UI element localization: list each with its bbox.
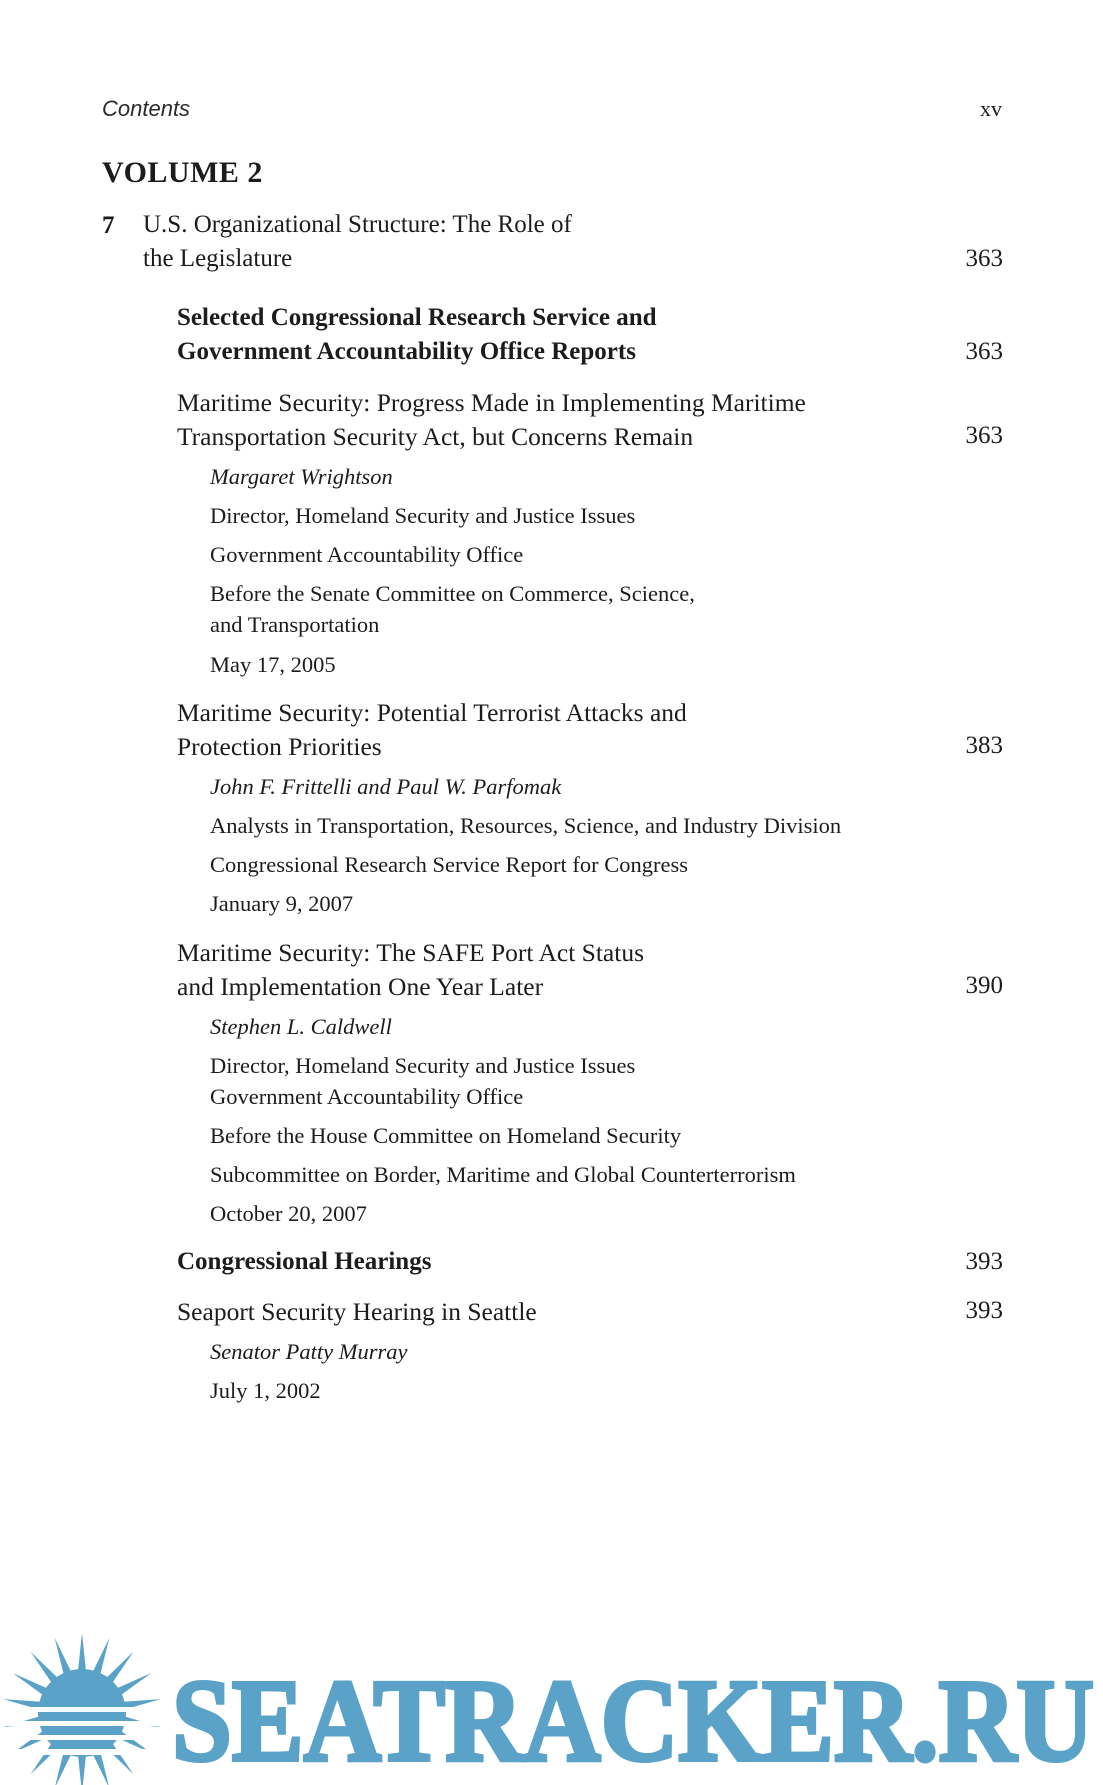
- entry-title-line-1: Maritime Security: Potential Terrorist Attacks and: [177, 698, 687, 727]
- entry-author: John F. Frittelli and Paul W. Parfomak: [210, 774, 562, 799]
- sun-ray: [78, 1633, 86, 1671]
- section-title: Congressional Hearings: [177, 1248, 432, 1275]
- entry-venue-line-2: and Transportation: [210, 612, 380, 637]
- entry-author: Stephen L. Caldwell: [210, 1014, 392, 1039]
- entry-title-line-1: Maritime Security: Progress Made in Implementing Maritime: [177, 388, 806, 417]
- sun-ray: [78, 1755, 86, 1785]
- chapter-title-line-1: U.S. Organizational Structure: The Role of: [143, 211, 572, 238]
- sun-ray: [106, 1742, 134, 1774]
- sun-ray: [55, 1638, 72, 1675]
- entry-affiliation: Director, Homeland Security and Justice Issues: [210, 503, 636, 528]
- entry-page: 383: [965, 732, 1003, 759]
- entry-venue-line-1: Before the Senate Committee on Commerce, Science,: [210, 581, 695, 606]
- entry-title-line-1: Maritime Security: The SAFE Port Act Status: [177, 938, 645, 967]
- entry-title: Seaport Security Hearing in Seattle: [177, 1297, 537, 1326]
- section-title-line-1: Selected Congressional Research Service and: [177, 304, 657, 331]
- entry-date: July 1, 2002: [210, 1378, 321, 1403]
- page-number: xv: [980, 96, 1002, 121]
- section-page: 393: [965, 1248, 1003, 1275]
- watermark-text: SEATRACKER.RU: [172, 1655, 1094, 1785]
- entry-author: Margaret Wrightson: [210, 464, 393, 489]
- entry-affiliation: Director, Homeland Security and Justice Issues: [210, 1053, 636, 1078]
- sun-ray: [106, 1652, 134, 1684]
- entry-date: May 17, 2005: [210, 652, 336, 677]
- entry-page: 363: [965, 422, 1003, 449]
- entry-affiliation: Analysts in Transportation, Resources, Science, and Industry Division: [210, 813, 842, 838]
- volume-heading: VOLUME 2: [102, 156, 263, 189]
- running-head: [102, 96, 1002, 126]
- entry-date: October 20, 2007: [210, 1201, 367, 1226]
- chapter-number: 7: [102, 212, 115, 239]
- sun-ray: [31, 1652, 59, 1684]
- entry-author: Senator Patty Murray: [210, 1339, 408, 1364]
- running-title: Contents: [102, 96, 191, 121]
- entry-title-line-2: Protection Priorities: [177, 732, 382, 761]
- sun-ray: [93, 1751, 110, 1785]
- entry-page: 390: [965, 972, 1003, 999]
- sun-ray: [116, 1673, 151, 1696]
- entry-organization: Congressional Research Service Report for Congress: [210, 852, 689, 877]
- entry-title-line-2: and Implementation One Year Later: [177, 972, 544, 1001]
- section-page: 363: [965, 338, 1003, 365]
- entry-venue-line-1: Before the House Committee on Homeland Security: [210, 1123, 682, 1148]
- entry-organization: Government Accountability Office: [210, 1084, 524, 1109]
- entry-organization: Government Accountability Office: [210, 542, 524, 567]
- watermark: [0, 1618, 1103, 1785]
- section-title-line-2: Government Accountability Office Reports: [177, 338, 636, 365]
- sun-ray: [93, 1638, 110, 1675]
- entry-title-line-2: Transportation Security Act, but Concerns Remain: [177, 422, 694, 451]
- sun-logo-icon: [2, 1633, 162, 1785]
- sun-ray: [31, 1742, 59, 1774]
- sun-ray: [13, 1673, 48, 1696]
- entry-venue-line-2: Subcommittee on Border, Maritime and Global Counterterrorism: [210, 1162, 796, 1187]
- chapter-title-line-2: the Legislature: [143, 245, 293, 272]
- entry-date: January 9, 2007: [210, 891, 354, 916]
- chapter-page: 363: [965, 245, 1003, 272]
- entry-page: 393: [965, 1297, 1003, 1324]
- sun-ray: [55, 1751, 72, 1785]
